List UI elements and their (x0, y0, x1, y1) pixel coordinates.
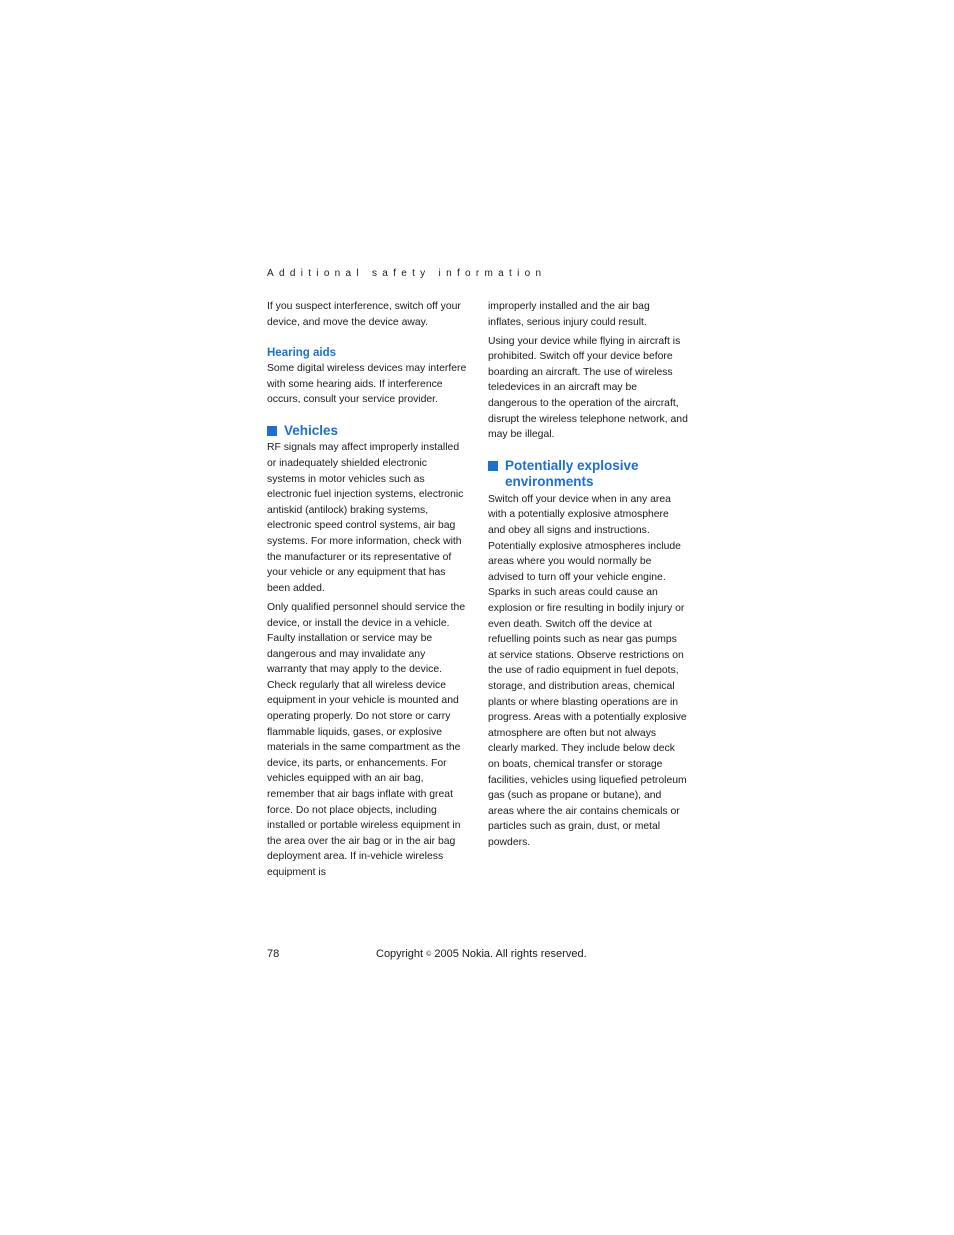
copyright-notice (376, 948, 587, 960)
vehicles-paragraph-1: RF signals may affect improperly installed or inadequately shielded electronic systems in motor vehicles such as electronic fuel injection systems, electronic antiskid (antilock) braking systems, electronic speed control systems, air bag systems. For more information, check with the manufacturer or its representative of your vehicle or any equipment that has been added. (267, 442, 464, 594)
vehicles-continued-paragraph: improperly installed and the air bag inflates, serious injury could result. (488, 301, 650, 328)
explosive-environments-paragraph: Switch off your device when in any area with a potentially explosive atmosphere and obey all signs and instructions. Potentially explosive atmospheres include areas where you would normally be advised to turn off your vehicle engine. Sparks in such areas could cause an explosion or fire resulting in bodily injury or even death. Switch off the device at refuelling points such as near gas pumps at service stations. Observe restrictions on the use of radio equipment in fuel depots, storage, and distribution areas, chemical plants or where blasting operations are in progress. Areas with a potentially explosive atmosphere are often but not always clearly marked. They include below deck on boats, chemical transfer or storage facilities, vehicles using liquefied petroleum gas (such as propane or butane), and areas where the air contains chemicals or particles such as grain, dust, or metal powders. (488, 493, 687, 848)
page-number: 78 (267, 948, 280, 960)
vehicles-paragraph-2: Only qualified personnel should service the device, or install the device in a vehicle. Faulty installation or service may be dangerous and may invalidate any warranty that may apply to the device. Check regularly that all wireless device equipment in your vehicle is mounted and operating properly. Do not store or carry flammable liquids, gases, or explosive materials in the same compartment as the device, its parts, or enhancements. For vehicles equipped with an air bag, remember that air bags inflate with great force. Do not place objects, including installed or portable wireless equipment in the area over the air bag or in the air bag deployment area. If in-vehicle wireless equipment is (267, 601, 466, 878)
vehicles-heading (267, 423, 467, 440)
left-column (267, 299, 467, 884)
copyright-suffix: 2005 Nokia. All rights reserved. (434, 948, 587, 960)
copyright-symbol: © (426, 951, 432, 958)
hearing-aids-heading: Hearing aids (267, 347, 337, 360)
running-header: Additional safety information (267, 268, 547, 279)
explosive-environments-heading (488, 458, 688, 491)
right-column (488, 299, 688, 854)
hearing-aids-paragraph: Some digital wireless devices may interfere with some hearing aids. If interference occurs, consult your service provider. (267, 363, 467, 406)
square-bullet-icon (488, 461, 498, 471)
vehicles-heading-text: Vehicles (284, 422, 339, 438)
explosive-environments-heading-text: Potentially explosive environments (505, 457, 639, 490)
square-bullet-icon (267, 426, 277, 436)
aircraft-paragraph: Using your device while flying in aircraft is prohibited. Switch off your device before boarding an aircraft. The use of wireless teledevices in an aircraft may be dangerous to the operation of the aircraft, disrupt the wireless telephone network, and may be illegal. (488, 335, 688, 441)
copyright-prefix: Copyright (376, 948, 424, 960)
intro-paragraph: If you suspect interference, switch off your device, and move the device away. (267, 301, 461, 328)
